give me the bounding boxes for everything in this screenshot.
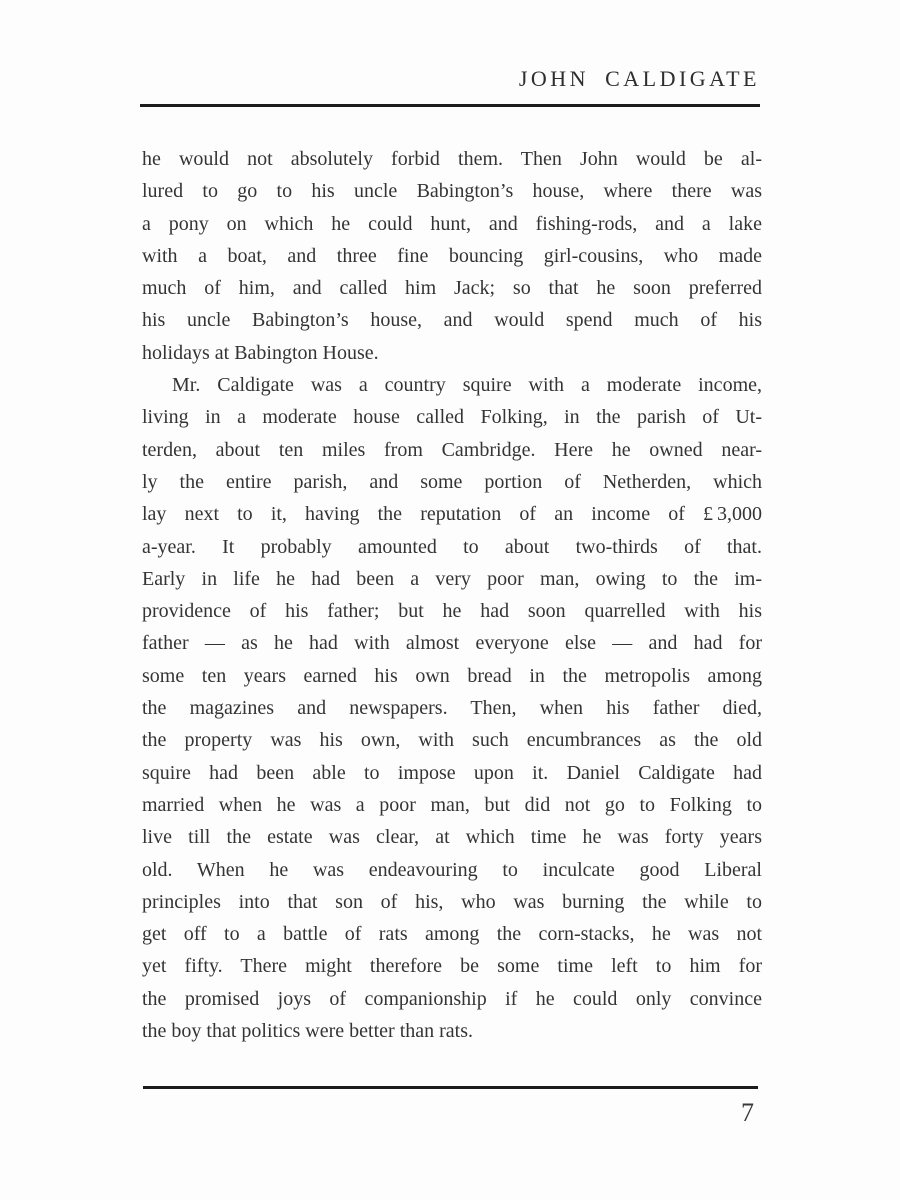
text-line: with a boat, and three fine bouncing girl-cousins, who made [142,244,762,267]
text-line: some ten years earned his own bread in the metropolis among [142,664,762,687]
paragraph [142,143,762,369]
text-line: lay next to it, having the reputation of an income of £ 3,000 [142,503,762,526]
text-line: Early in life he had been a very poor man, owing to the im- [142,567,762,590]
text-line: the boy that politics were better than rats. [142,1020,474,1043]
text-line: the promised joys of companionship if he could only convince [142,987,762,1010]
text-line: lured to go to his uncle Babington’s house, where there was [142,180,762,203]
footer-rule [143,1086,758,1089]
text-line: the property was his own, with such encumbrances as the old [142,729,762,752]
text-line: his uncle Babington’s house, and would spend much of his [142,309,762,332]
text-line: he would not absolutely forbid them. Then John would be al- [142,148,762,170]
text-line: live till the estate was clear, at which time he was forty years [142,826,762,849]
text-line: terden, about ten miles from Cambridge. Here he owned near- [142,438,762,461]
running-head-title: JOHN CALDIGATE [518,66,760,91]
text-line: living in a moderate house called Folking, in the parish of Ut- [142,406,762,429]
header-rule [140,104,760,107]
text-line: married when he was a poor man, but did not go to Folking to [142,793,762,816]
text-line: much of him, and called him Jack; so that he soon preferred [142,277,762,300]
paragraph [142,369,762,1047]
text-line: old. When he was endeavouring to inculcate good Liberal [142,858,762,881]
text-line: holidays at Babington House. [142,341,379,364]
page-number: 7 [741,1098,754,1127]
text-line: squire had been able to impose upon it. Daniel Caldigate had [142,761,762,784]
text-line: a pony on which he could hunt, and fishing-rods, and a lake [142,212,762,235]
text-line: providence of his father; but he had soon quarrelled with his [142,600,762,623]
text-line: get off to a battle of rats among the corn-stacks, he was not [142,923,762,946]
text-line: ly the entire parish, and some portion of Netherden, which [142,470,762,493]
text-line: father — as he had with almost everyone else — and had for [142,632,762,655]
text-line: a-year. It probably amounted to about two-thirds of that. [142,535,762,558]
text-line: principles into that son of his, who was burning the while to [142,890,762,913]
page-text [142,143,762,1047]
text-line: the magazines and newspapers. Then, when his father died, [142,697,762,720]
text-line: Mr. Caldigate was a country squire with a moderate income, [172,374,762,397]
text-line: yet fifty. There might therefore be some time left to him for [142,955,762,978]
